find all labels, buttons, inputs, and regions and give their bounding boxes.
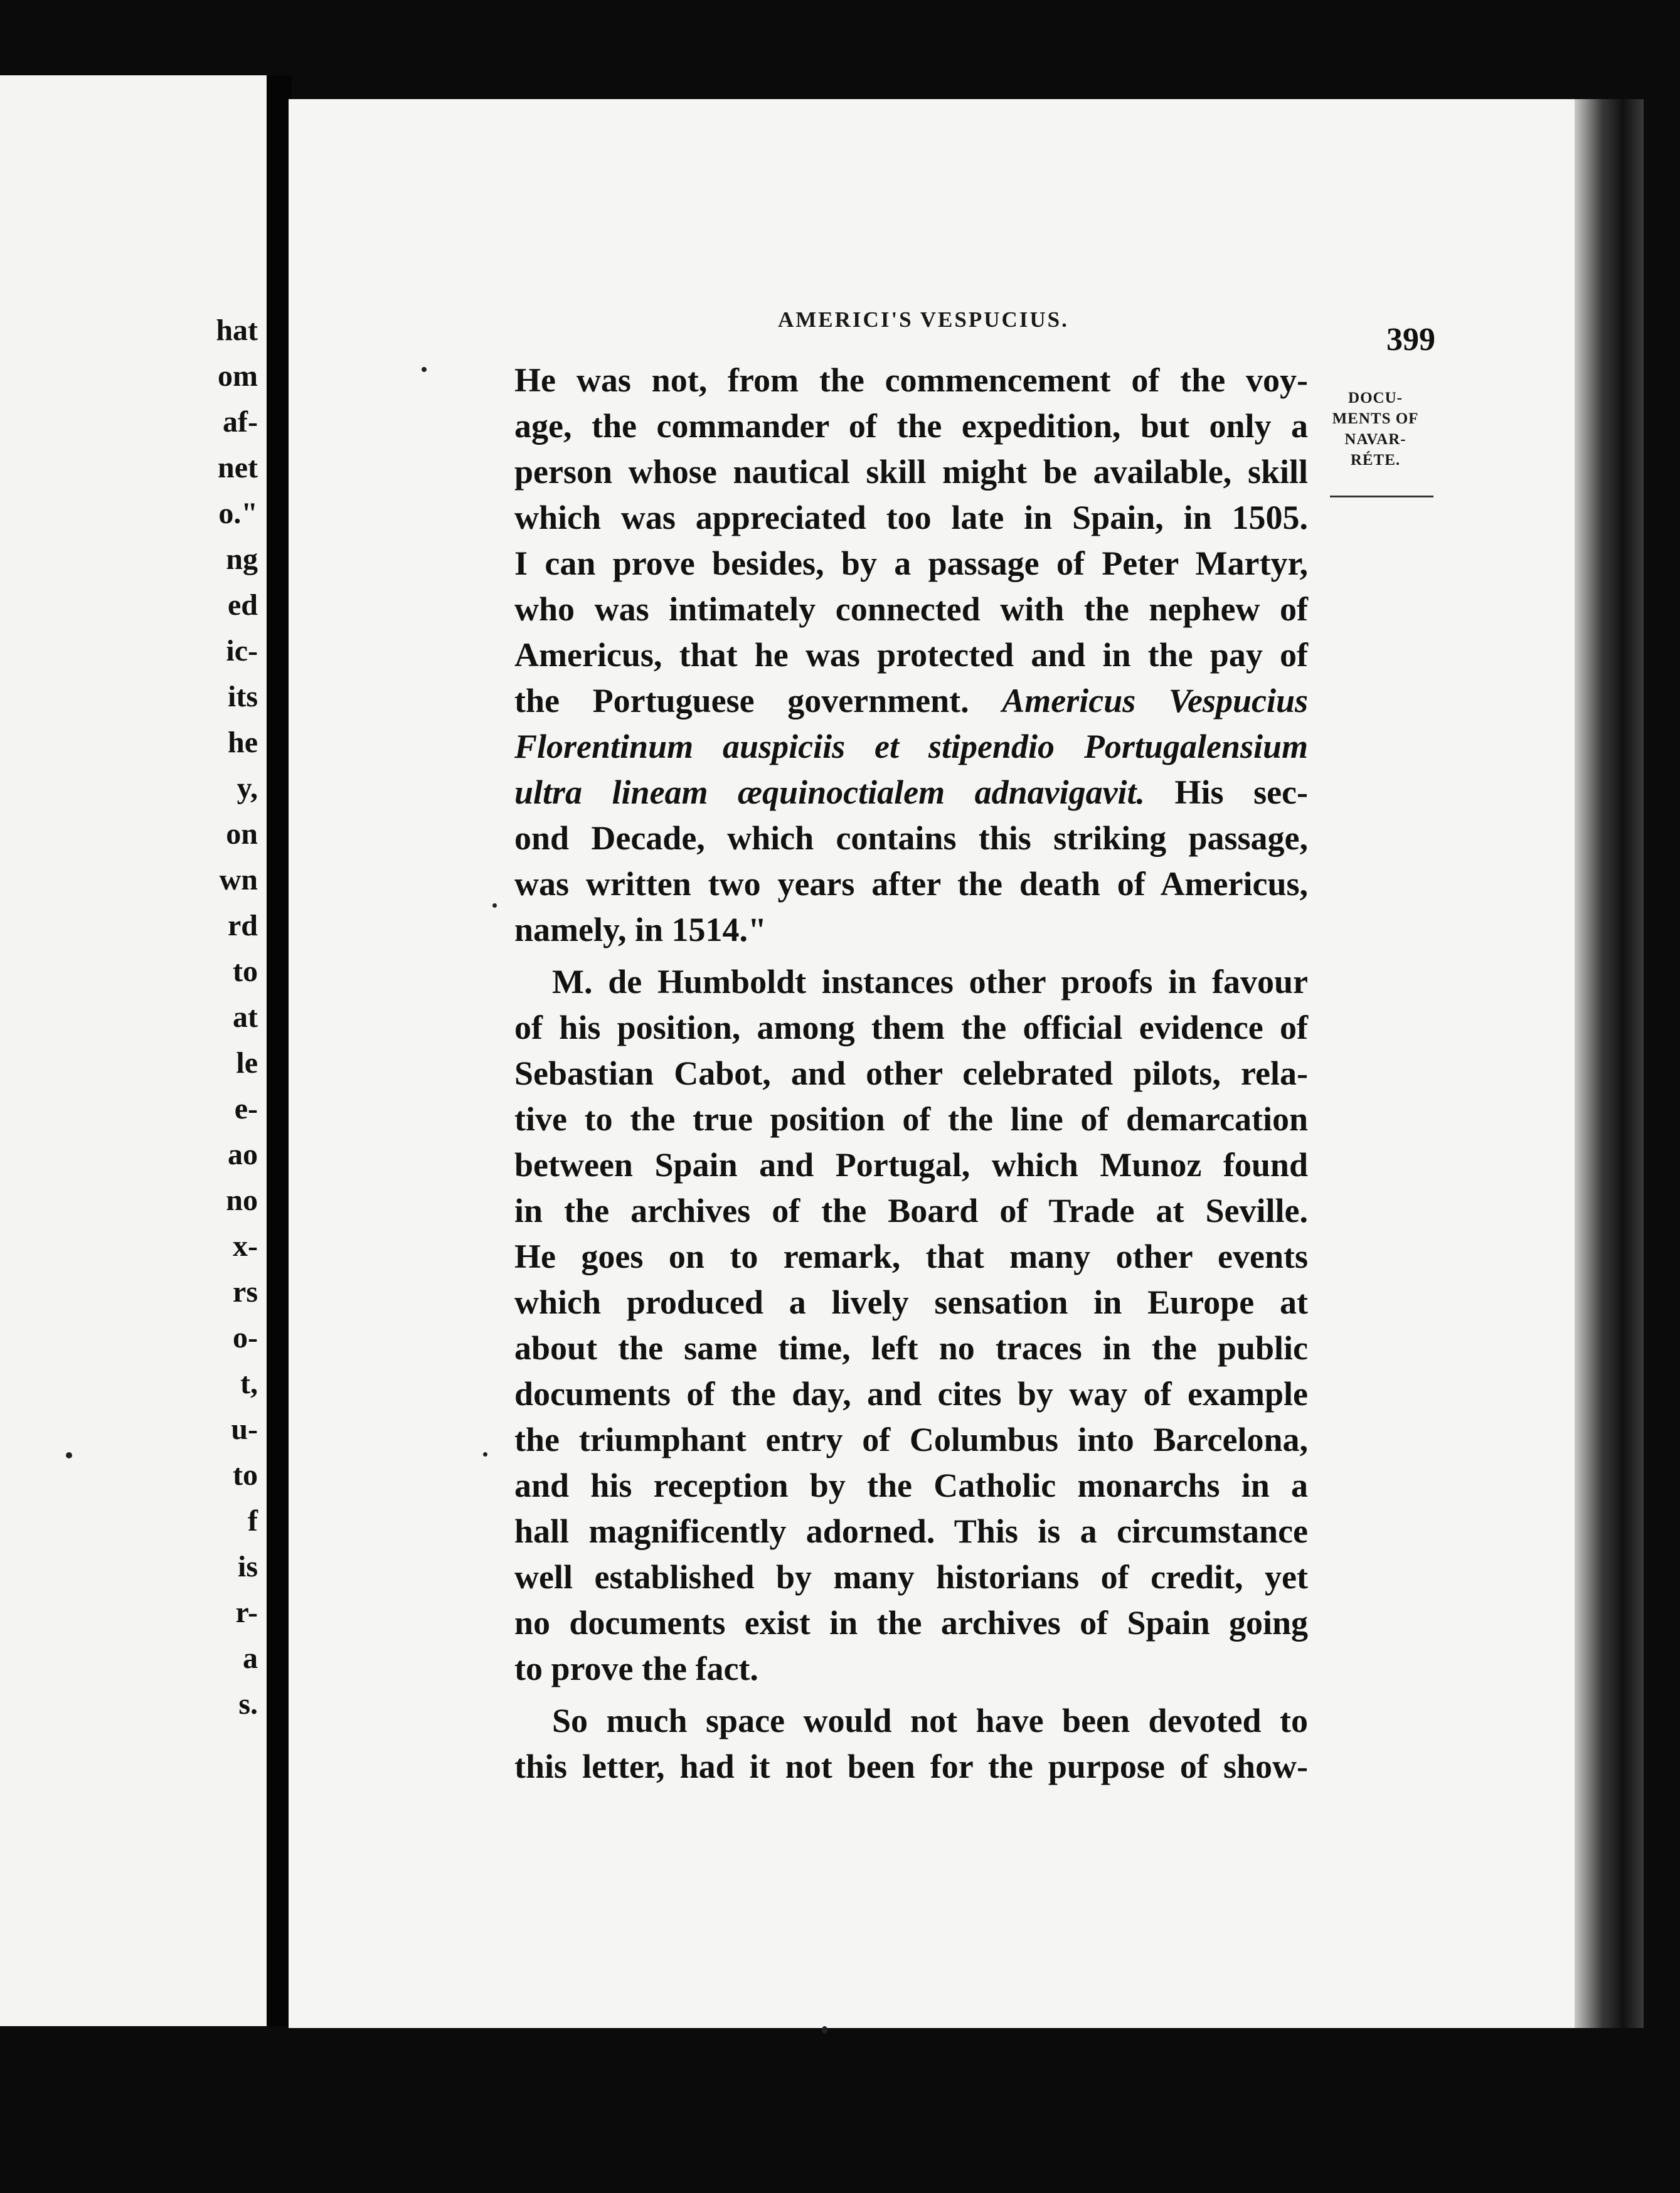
text-line-with-quote [514,678,1308,724]
text-line: I can prove besides, by a passage of Peter Martyr, [514,544,1308,582]
text-line: person whose nautical skill might be available, skill [514,453,1308,491]
left-page-fragment: y, [237,772,258,805]
text-line: no documents exist in the archives of Spain going [514,1604,1308,1642]
left-page-fragment: to [233,1458,258,1492]
left-page-fragment: af- [223,405,258,438]
text-line: tive to the true position of the line of demarcation [514,1100,1308,1138]
left-page-fragment: rs [233,1275,258,1309]
text-line: to prove the fact. [514,1650,758,1687]
print-speck [822,2026,827,2034]
text-line: the triumphant entry of Columbus into Barcelona, [514,1421,1308,1458]
text-line: Americus, that he was protected and in the pay of [514,636,1308,674]
margin-note-line: NAVAR- [1344,431,1406,448]
left-page-fragment: net [218,451,258,484]
text-line: between Spain and Portugal, which Munoz found [514,1146,1308,1184]
latin-quote: ultra lineam æquinoctialem adnavigavit. [514,773,1146,811]
text-line: and his reception by the Catholic monarchs in a [514,1467,1308,1504]
left-page-fragment: on [226,817,258,851]
left-page-fragment: x- [233,1229,258,1263]
latin-quote: Florentinum auspiciis et stipendio Portugalensium [514,728,1308,765]
body-text [514,358,1308,1790]
latin-quote: Americus Vespucius [1002,682,1308,719]
left-page-fragment: ed [228,588,258,622]
left-page-fragment: at [233,1001,258,1034]
text-line: well established by many historians of credit, yet [514,1558,1308,1596]
margin-note-line: RÉTE. [1350,452,1401,469]
text-segment: His sec- [1174,773,1308,811]
text-line: So much space would not have been devoted to [552,1702,1308,1739]
text-line: who was intimately connected with the nephew of [514,590,1308,628]
left-page-fragment: is [237,1550,258,1583]
left-page-fragment: ic- [226,634,258,667]
left-page-fragment: no [226,1184,258,1217]
text-line: was written two years after the death of Americus, [514,865,1308,903]
margin-note-line: DOCU- [1348,390,1403,406]
text-segment: the Portuguese government. [514,682,969,719]
left-page-fragment: a [243,1642,258,1675]
book-gutter [267,75,292,2026]
text-line: in the archives of the Board of Trade at Seville. [514,1192,1308,1229]
text-line: ond Decade, which contains this striking passage, [514,819,1308,857]
left-page-fragment: t, [240,1367,258,1400]
text-line: of his position, among them the official evidence of [514,1009,1308,1046]
text-line: which produced a lively sensation in Europe at [514,1283,1308,1321]
left-page-fragment: to [233,955,258,988]
left-page-fragment: s. [238,1687,258,1721]
left-page-fragment: f [248,1504,258,1537]
left-page-fragment: o." [218,497,258,530]
left-page-fragment: e- [234,1092,258,1125]
print-speck [483,1452,487,1457]
text-line: documents of the day, and cites by way of example [514,1375,1308,1413]
print-speck [422,367,427,372]
text-line: Sebastian Cabot, and other celebrated pilots, rela- [514,1054,1308,1092]
left-page-fragment: le [236,1046,258,1080]
text-line: this letter, had it not been for the purpose of show- [514,1748,1308,1785]
left-page-fragment: ao [228,1138,258,1171]
paragraph-2 [514,959,1308,1692]
text-line: He was not, from the commencement of the voy- [514,361,1308,399]
left-page-fragment: u- [231,1413,258,1446]
text-line: He goes on to remark, that many other events [514,1238,1308,1275]
paragraph-1 [514,358,1308,953]
left-page-fragment: o- [233,1321,258,1354]
left-page-fragment: wn [219,863,258,896]
text-line: age, the commander of the expedition, but only a [514,407,1308,445]
page-number: 399 [1386,322,1435,358]
left-page-fragment: r- [235,1596,258,1629]
page-edge-shadow [1575,99,1644,2028]
margin-rule [1330,496,1433,497]
left-page-fragment: its [228,680,258,713]
left-page-fragment: om [218,359,258,393]
text-line: hall magnificently adorned. This is a circumstance [514,1512,1308,1550]
left-page-fragment: rd [228,909,258,942]
paragraph-3 [514,1698,1308,1790]
text-line-with-quote [514,770,1308,815]
text-line: which was appreciated too late in Spain, in 1505. [514,499,1308,536]
print-speck [66,1452,72,1458]
running-title: AMERICI'S VESPUCIUS. [778,307,1069,332]
text-line-latin [514,724,1308,770]
text-line: M. de Humboldt instances other proofs in favour [552,963,1308,1001]
margin-note [1321,388,1430,470]
left-page-fragment: he [228,726,258,759]
text-line: namely, in 1514." [514,911,767,948]
left-page-edge [0,75,272,2026]
left-page-fragment: ng [226,543,258,576]
margin-note-line: MENTS OF [1332,410,1419,427]
print-speck [492,903,497,908]
left-page-fragment: hat [216,314,258,347]
text-line: about the same time, left no traces in the public [514,1329,1308,1367]
